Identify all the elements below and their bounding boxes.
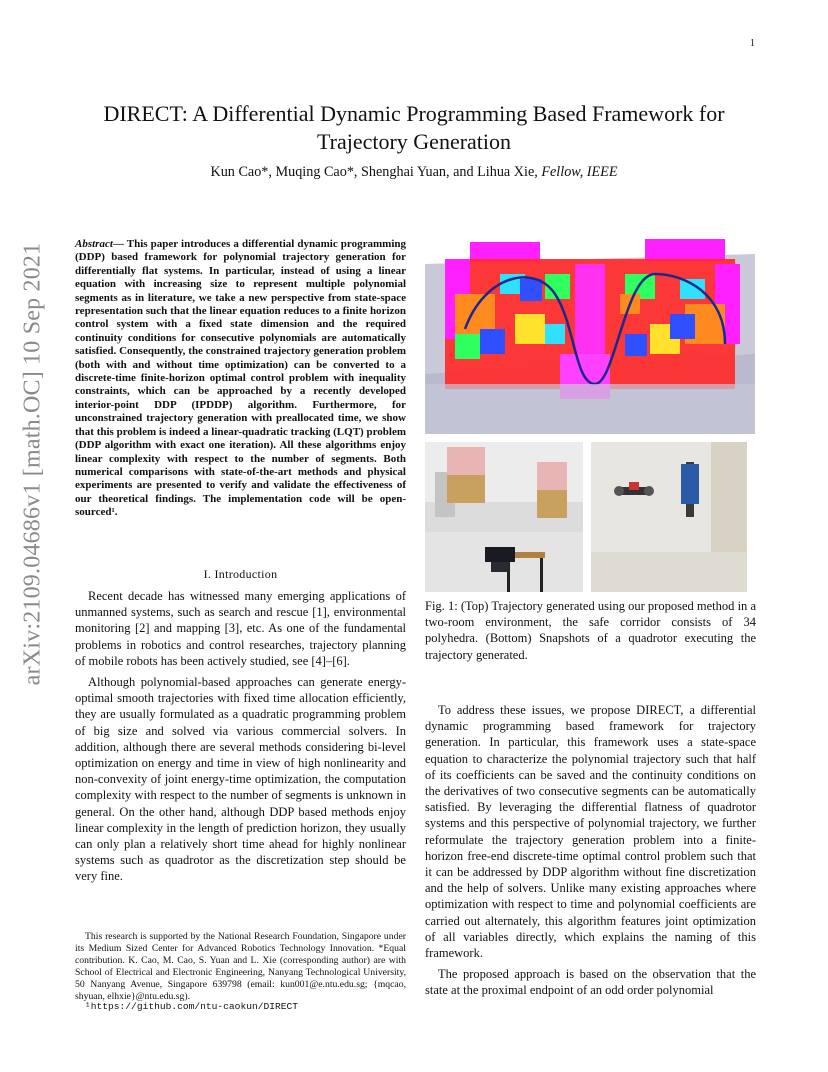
figure-snapshot-room <box>425 442 583 592</box>
author-list <box>80 164 748 181</box>
arxiv-identifier <box>15 242 51 686</box>
footnote-link: ¹https://github.com/ntu-caokun/DIRECT <box>85 1001 299 1012</box>
figure-snapshot-quadrotor <box>591 442 747 592</box>
page-number: 1 <box>750 38 755 49</box>
abstract-text: — This paper introduces a differential dynamic programming (DDP) based framework for polynomial trajectory generation for differentially flat systems. In particular, instead of using a linear equation with increasing size to represent multiple polynomial segments as in literature, we take a new perspective from state-space representation such that the linear equation reduces to a finite horizon control system with a fixed state dimension and the required continuity conditions for consecutive polynomials are automatically satisfied. Consequently, the constrained trajectory generation problem (both with and without time optimization) can be converted to a discrete-time finite-horizon optimal control problem with inequality constraints, which can be approached by a recently developed interior-point DDP (IPDDP) algorithm. Furthermore, for unconstrained trajectory generation with preallocated time, we show that this problem is indeed a linear-quadratic tracking (LQT) problem (DDP algorithm with exact one iteration). All these algorithms enjoy linear complexity with respect to the number of segments. Both numerical comparisons with state-of-the-art methods and physical experiments are presented to verify and validate the effectiveness of our theoretical findings. The implementation code will be open-sourced¹. <box>75 238 406 519</box>
authors-suffix: Fellow, IEEE <box>541 164 618 180</box>
title-line-2: Trajectory Generation <box>316 129 512 154</box>
trajectory-render <box>425 234 755 434</box>
abstract <box>75 238 406 520</box>
left-column-body <box>75 588 406 890</box>
footnote-text: This research is supported by the National Research Foundation, Singapore under its Medium Sized Center for Advanced Robotics Technology Innovation. *Equal contribution. K. Cao, M. Cao, S. Yuan and L. Xie (corresponding author) are with School of Electrical and Electronic Engineering, Nanyang Technological University, 50 Nanyang Avenue, Singapore 639798 (email: kun001@e.ntu.edu.sg; {mqcao, shyuan, elhxie}@ntu.edu.sg). <box>75 931 406 1002</box>
paragraph: To address these issues, we propose DIRECT, a differential dynamic programming based framework for trajectory generation. In particular, this framework uses a state-space equation to characterize the polynomial trajectory such that half of its coefficients can be saved and the continuity conditions on the derivatives of two consecutive segments can be automatically satisfied. By leveraging the differential flatness of quadrotor systems and this perspective of polynomial trajectory, we further reformulate the trajectory generation problem into a finite-horizon free-end discrete-time optimal control problem such that it can be addressed by DDP algorithm without fine discretization and the help of solvers. Unlike many existing approaches where optimization with respect to time and polynomial coefficients are carried out alternately, this algorithm features joint optimization of all variables directly, which explains the naming of this framework. <box>425 703 756 961</box>
right-column-body <box>425 702 756 1004</box>
arxiv-id-text: arXiv:2109.04686v1 [math.OC] 10 Sep 2021 <box>19 242 46 686</box>
paragraph: Although polynomial-based approaches can generate energy-optimal smooth trajectories with fixed time allocation efficiently, they are usually formulated as a quadratic programming problem of big size and solved via various commercial solvers. In addition, although there are several methods considering bi-level optimization on energy and time in view of high nonlinearity and non-convexity of joint energy-time optimization, the computation complexity with respect to the number of segments is unknown in general. On the other hand, although DDP based methods enjoy linear complexity in the length of prediction horizon, they usually can only plan a relatively short time ahead for highly nonlinear systems such as quadrotor as the discretization step should be very fine. <box>75 675 406 884</box>
abstract-label: Abstract <box>75 238 113 250</box>
figure-trajectory-environment <box>425 234 755 434</box>
quadrotor-photo <box>591 442 747 592</box>
paper-title <box>80 100 748 156</box>
section-heading: I. Introduction <box>203 567 278 581</box>
paragraph: Recent decade has witnessed many emerging applications of unmanned systems, such as search and rescue [1], environmental monitoring [2] and mapping [3], etc. As one of the fundamental problems in robotics and control researches, trajectory planning of mobile robots has been actively studied, see [4]–[6]. <box>75 589 406 668</box>
figure-caption: Fig. 1: (Top) Trajectory generated using our proposed method in a two-room environment, the safe corridor consists of 34 polyhedra. (Bottom) Snapshots of a quadrotor executing the trajectory generated. <box>425 599 756 662</box>
authors-names: Kun Cao*, Muqing Cao*, Shenghai Yuan, and Lihua Xie, <box>210 164 538 180</box>
title-line-1: DIRECT: A Differential Dynamic Programming Based Framework for <box>103 101 725 126</box>
paragraph: The proposed approach is based on the observation that the state at the proximal endpoint of an odd order polynomial <box>425 967 756 998</box>
footnote <box>75 931 406 1002</box>
room-photo <box>425 442 583 592</box>
